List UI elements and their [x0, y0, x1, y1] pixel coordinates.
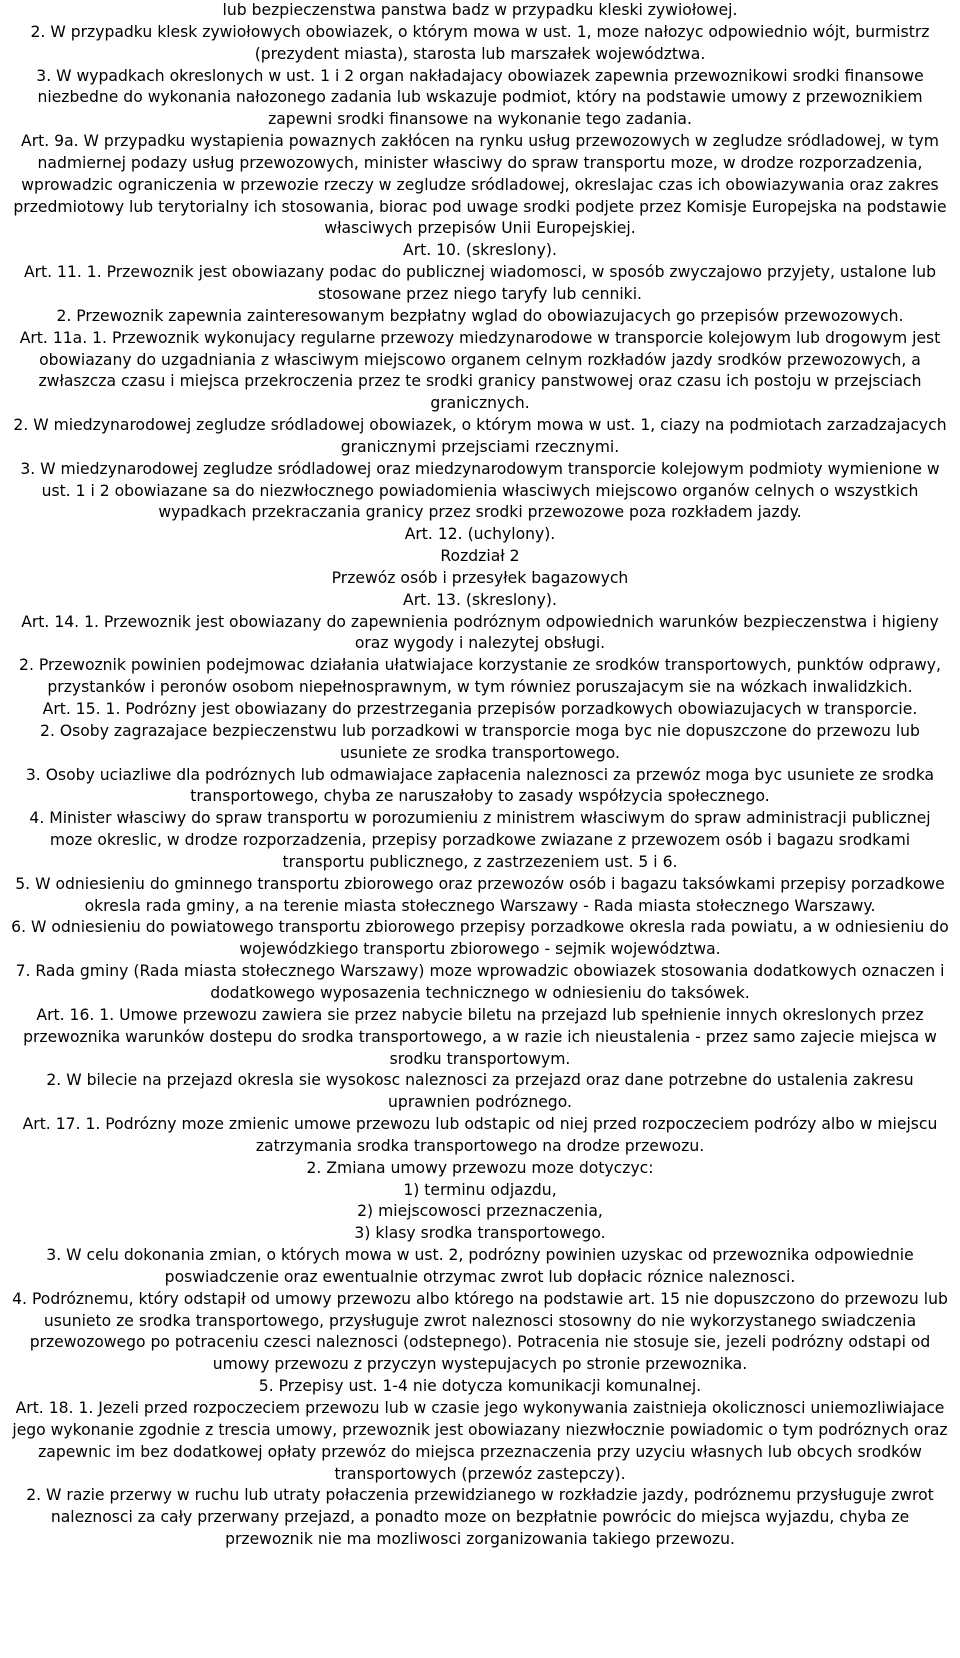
- article-11-p2: 2. Przewoznik zapewnia zainteresowanym bezpłatny wglad do obowiazujacych go przepisów przewozowych.: [56, 306, 904, 325]
- document-body: [10, 0, 950, 1551]
- article-15-p6: 6. W odniesieniu do powiatowego transportu zbiorowego przepisy porzadkowe okresla rada powiatu, a w odniesieniu do wojewódzkiego transportu zbiorowego - sejmik województwa.: [11, 918, 949, 959]
- article-14-p1: Art. 14. 1. Przewoznik jest obowiazany do zapewnienia podróznym odpowiednich warunków bezpieczenstwa i higieny oraz wygody i nalezytej obsługi.: [21, 612, 939, 653]
- article-18-p1: Art. 18. 1. Jezeli przed rozpoczeciem przewozu lub w czasie jego wykonywania zaistnieja okolicznosci uniemozliwiajace jego wykonanie zgodnie z trescia umowy, przewoznik jest obowiazany niezwłocznie powiadomic o tym podróznych oraz zapewnic im bez dodatkowej opłaty przewóz do miejsca przeznaczenia przy uzyciu własnych lub obcych srodków transportowych (przewóz zastepczy).: [12, 1399, 948, 1483]
- article-17-p2-item1: 1) terminu odjazdu,: [403, 1180, 557, 1199]
- article-11a-p2: 2. W miedzynarodowej zegludze sródladowej obowiazek, o którym mowa w ust. 1, ciazy na podmiotach zarzadzajacych granicznymi przejsciami rzecznymi.: [13, 416, 947, 456]
- article-10: Art. 10. (skreslony).: [403, 241, 557, 260]
- article-15-p5: 5. W odniesieniu do gminnego transportu zbiorowego oraz przewozów osób i bagazu taksówkami przepisy porzadkowe okresla rada gminy, a na terenie miasta stołecznego Warszawy - Rada miasta stołecznego Warszawy.: [15, 874, 945, 915]
- article-16-p2: 2. W bilecie na przejazd okresla sie wysokosc naleznosci za przejazd oraz dane potrzebne do ustalenia zakresu uprawnien podróznego.: [46, 1071, 914, 1112]
- article-17-p3: 3. W celu dokonania zmian, o których mowa w ust. 2, podrózny powinien uzyskac od przewoznika odpowiednie poswiadczenie oraz ewentualnie otrzymac zwrot lub dopłacic róznice naleznosci.: [46, 1246, 914, 1286]
- article-17-p2-item3: 3) klasy srodka transportowego.: [354, 1224, 606, 1243]
- paragraph-p1-cont: lub bezpieczenstwa panstwa badz w przypadku kleski zywiołowej.: [222, 1, 738, 19]
- article-15-p7: 7. Rada gminy (Rada miasta stołecznego Warszawy) moze wprowadzic obowiazek stosowania dodatkowych oznaczen i dodatkowego wyposazenia technicznego w odniesieniu do taksówek.: [15, 962, 945, 1002]
- article-15-p2: 2. Osoby zagrazajace bezpieczenstwu lub porzadkowi w transporcie moga byc nie dopuszczone do przewozu lub usuniete ze srodka transportowego.: [40, 721, 920, 762]
- article-17-p2-item2: 2) miejscowosci przeznaczenia,: [357, 1202, 603, 1221]
- article-12: Art. 12. (uchylony).: [404, 525, 556, 544]
- article-14-p2: 2. Przewoznik powinien podejmowac działania ułatwiajace korzystanie ze srodków transportowych, punktów odprawy, przystanków i peronów osobom niepełnosprawnym, w tym równiez poruszajacym sie na wózkach inwalidzkich.: [19, 656, 941, 697]
- article-11a-p3: 3. W miedzynarodowej zegludze sródladowej oraz miedzynarodowym transporcie kolejowym podmioty wymienione w ust. 1 i 2 obowiazane sa do niezwłocznego powiadomienia własciwych miejscowo organów celnych o wszystkich wypadkach przekraczania granicy przez srodki przewozowe poza rozkładem jazdy.: [20, 459, 940, 522]
- article-11a-p1: Art. 11a. 1. Przewoznik wykonujacy regularne przewozy miedzynarodowe w transporcie kolejowym lub drogowym jest obowiazany do uzgadniania z własciwym miejscowo organem celnym rozkładów jazdy srodków przewozowych, a zwłaszcza czasu i miejsca przekroczenia przez te srodki granicy panstwowej oraz czasu ich postoju w przejsciach granicznych.: [19, 328, 941, 413]
- article-9a: Art. 9a. W przypadku wystapienia powaznych zakłócen na rynku usług przewozowych w zegludze sródladowej, w tym nadmiernej podazy usług przewozowych, minister własciwy do spraw transportu moze, w drodze rozporzadzenia, wprowadzic ograniczenia w przewozie rzeczy w zegludze sródladowej, okreslajac czas ich obowiazywania oraz zakres przedmiotowy lub terytorialny ich stosowania, biorac pod uwage srodki podjete przez Komisje Europejska na podstawie własciwych przepisów Unii Europejskiej.: [13, 132, 947, 238]
- article-17-p5: 5. Przepisy ust. 1-4 nie dotycza komunikacji komunalnej.: [258, 1377, 702, 1396]
- article-16-p1: Art. 16. 1. Umowe przewozu zawiera sie przez nabycie biletu na przejazd lub spełnienie innych okreslonych przez przewoznika warunków dostepu do srodka transportowego, a w razie ich nieustalenia - przez samo zajecie miejsca w srodku transportowym.: [23, 1005, 937, 1068]
- article-13: Art. 13. (skreslony).: [403, 590, 557, 609]
- article-15-p3: 3. Osoby uciazliwe dla podróznych lub odmawiajace zapłacenia naleznosci za przewóz moga byc usuniete ze srodka transportowego, chyba ze naruszałoby to zasady współzycia społecznego.: [25, 765, 935, 806]
- article-17-p1: Art. 17. 1. Podrózny moze zmienic umowe przewozu lub odstapic od niej przed rozpoczeciem podrózy albo w miejscu zatrzymania srodka transportowego na drodze przewozu.: [22, 1115, 938, 1155]
- article-17-p2: 2. Zmiana umowy przewozu moze dotyczyc:: [306, 1158, 654, 1177]
- article-17-p4: 4. Podróznemu, który odstapił od umowy przewozu albo którego na podstawie art. 15 nie dopuszczono do przewozu lub usunieto ze srodka transportowego, przysługuje zwrot naleznosci stosowny do nie wykorzystanego swiadczenia przewozowego po potraceniu czesci naleznosci (odstepnego). Potracenia nie stosuje sie, jezeli podrózny odstapi od umowy przewozu z przyczyn wystepujacych po stronie przewoznika.: [12, 1289, 948, 1374]
- article-15-p1: Art. 15. 1. Podrózny jest obowiazany do przestrzegania przepisów porzadkowych obowiazujacych w transporcie.: [42, 700, 918, 718]
- article-15-p4: 4. Minister własciwy do spraw transportu w porozumieniu z ministrem własciwym do spraw administracji publicznej moze okreslic, w drodze rozporzadzenia, przepisy porzadkowe zwiazane z przewozem osób i bagazu srodkami transportu publicznego, z zastrzezeniem ust. 5 i 6.: [29, 809, 931, 871]
- article-11-p1: Art. 11. 1. Przewoznik jest obowiazany podac do publicznej wiadomosci, w sposób zwyczajowo przyjety, ustalone lub stosowane przez niego taryfy lub cenniki.: [23, 263, 937, 303]
- paragraph-p3: 3. W wypadkach okreslonych w ust. 1 i 2 organ nakładajacy obowiazek zapewnia przewoznikowi srodki finansowe niezbedne do wykonania nałozonego zadania lub wskazuje podmiot, który na podstawie umowy z przewoznikiem zapewni srodki finansowe na wykonanie tego zadania.: [36, 66, 924, 129]
- paragraph-p2: 2. W przypadku klesk zywiołowych obowiazek, o którym mowa w ust. 1, moze nałozyc odpowiednio wójt, burmistrz (prezydent miasta), starosta lub marszałek województwa.: [30, 22, 930, 63]
- article-18-p2: 2. W razie przerwy w ruchu lub utraty połaczenia przewidzianego w rozkładzie jazdy, podróznemu przysługuje zwrot naleznosci za cały przerwany przejazd, a ponadto moze on bezpłatnie powrócic do miejsca wyjazdu, chyba ze przewoznik nie ma mozliwosci zorganizowania takiego przewozu.: [26, 1486, 934, 1549]
- chapter-title: Przewóz osób i przesyłek bagazowych: [331, 568, 629, 587]
- chapter-heading: Rozdział 2: [440, 547, 520, 566]
